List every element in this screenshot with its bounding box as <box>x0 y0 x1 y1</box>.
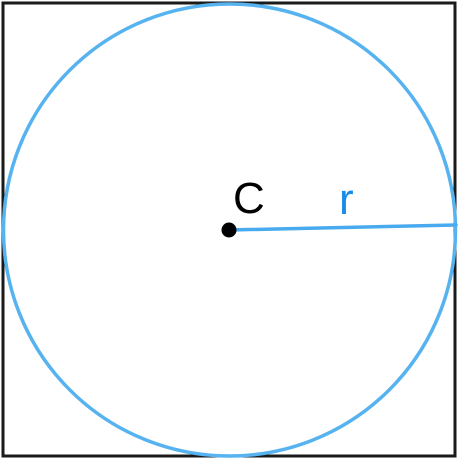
center-point <box>222 223 237 238</box>
radius-line <box>229 225 456 230</box>
radius-label: r <box>339 175 354 224</box>
center-label: C <box>233 174 265 223</box>
